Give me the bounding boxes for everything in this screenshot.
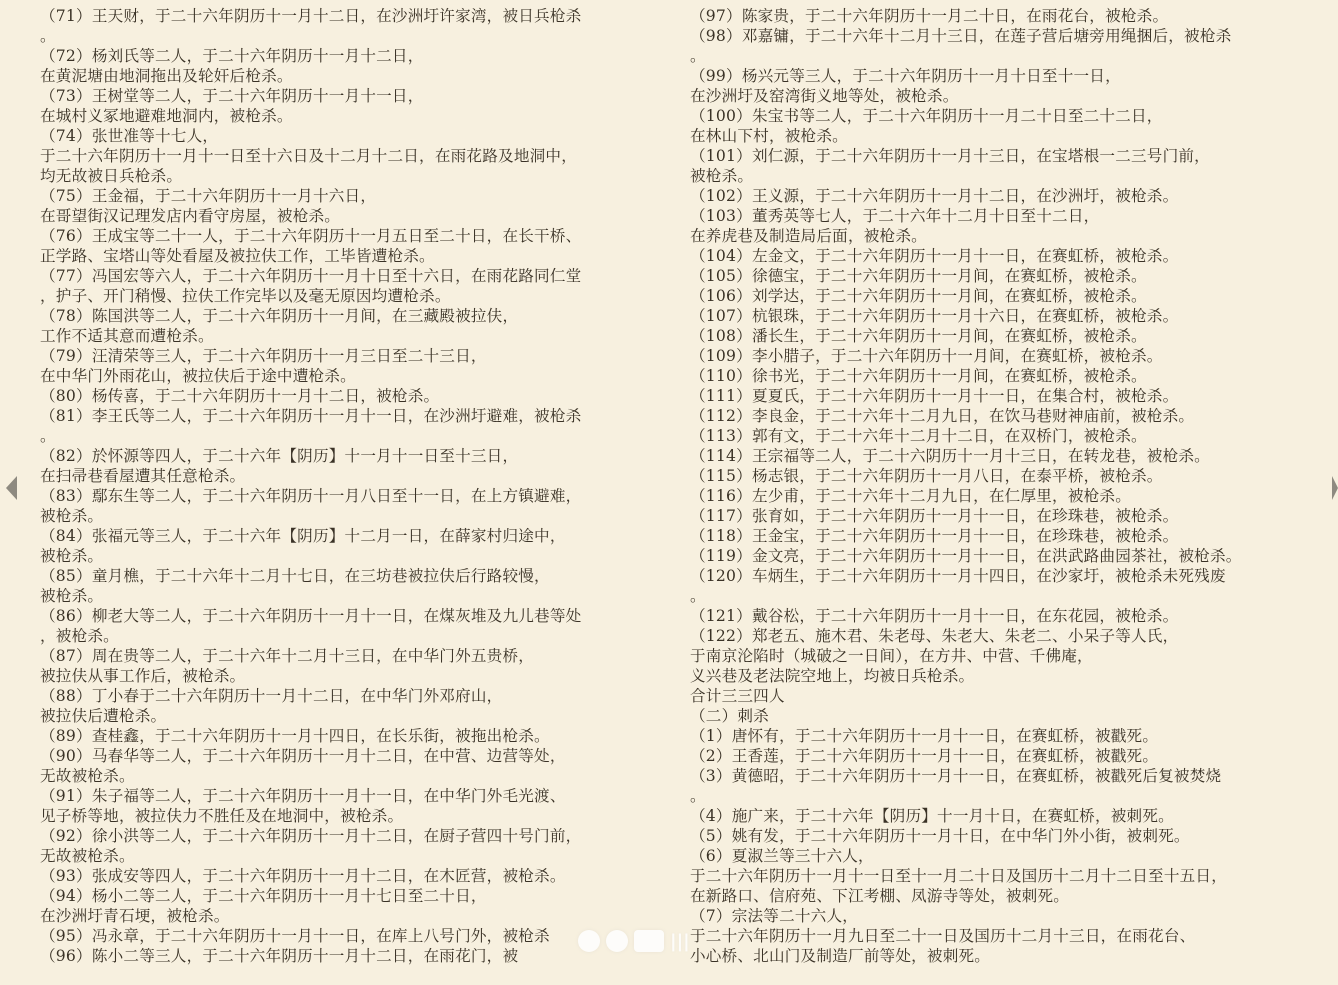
- text-line: 在沙洲圩青石埂，被枪杀。: [40, 907, 230, 925]
- text-line: （78）陈国洪等二人，于二十六年阴历十一月间，在三藏殿被拉伕，: [40, 307, 519, 325]
- text-line: （77）冯国宏等六人，于二十六年阴历十一月十日至十六日，在雨花路同仁堂: [40, 267, 582, 285]
- text-line: 合计三三四人: [690, 687, 785, 705]
- text-line: （100）朱宝书等二人，于二十六年阴历十一月二十日至二十二日，: [690, 107, 1163, 125]
- text-line: （107）杭银珠，于二十六年阴历十一月十六日，在赛虹桥，被枪杀。: [690, 307, 1179, 325]
- text-line: （98）邓嘉镛，于二十六年十二月十三日，在莲子营后塘旁用绳捆后，被枪杀: [690, 27, 1232, 45]
- text-line: （96）陈小二等三人，于二十六年阴历十一月十二日，在雨花门，被: [40, 947, 519, 965]
- text-line: （113）郭有文，于二十六年十二月十二日，在双桥门，被枪杀。: [690, 427, 1147, 445]
- text-line: 。: [690, 47, 706, 65]
- text-line: （83）鄢东生等二人，于二十六年阴历十一月八日至十一日，在上方镇避难，: [40, 487, 582, 505]
- text-line: 小心桥、北山门及制造厂前等处，被刺死。: [690, 947, 991, 965]
- text-line: （101）刘仁源，于二十六年阴历十一月十三日，在宝塔根一二三号门前，: [690, 147, 1210, 165]
- text-line: （74）张世准等十七人，: [40, 127, 219, 145]
- text-line: （93）张成安等四人，于二十六年阴历十一月十二日，在木匠营，被枪杀。: [40, 867, 566, 885]
- text-line: （102）王义源，于二十六年阴历十一月十二日，在沙洲圩，被枪杀。: [690, 187, 1179, 205]
- text-line: （81）李王氏等二人，于二十六年阴历十一月十一日，在沙洲圩避难，被枪杀: [40, 407, 582, 425]
- watermark-bar-icon: [634, 930, 664, 952]
- right-page-column: [690, 6, 1320, 985]
- text-line: （73）王树堂等二人，于二十六年阴历十一月十一日，: [40, 87, 424, 105]
- text-line: （120）车炳生，于二十六年阴历十一月十四日，在沙家圩，被枪杀未死残废: [690, 567, 1226, 585]
- text-line: 。: [40, 27, 56, 45]
- text-line: （72）杨刘氏等二人，于二十六年阴历十一月十二日，: [40, 47, 424, 65]
- text-line: 在新路口、信府苑、下江考棚、凤游寺等处，被刺死。: [690, 887, 1070, 905]
- text-line: 被枪杀。: [40, 547, 104, 565]
- text-line: （84）张福元等三人，于二十六年【阴历】十二月一日，在薛家村归途中，: [40, 527, 566, 545]
- text-line: 在中华门外雨花山，被拉伕后于途中遭枪杀。: [40, 367, 356, 385]
- text-line: （76）王成宝等二十一人，于二十六年阴历十一月五日至二十日，在长干桥、: [40, 227, 582, 245]
- text-line: （92）徐小洪等二人，于二十六年阴历十一月十二日，在厨子营四十号门前，: [40, 827, 582, 845]
- text-line: （108）潘长生，于二十六年阴历十一月间，在赛虹桥，被枪杀。: [690, 327, 1147, 345]
- text-line: （86）柳老大等二人，于二十六年阴历十一月十一日，在煤灰堆及九儿巷等处: [40, 607, 582, 625]
- text-line: （71）王天财，于二十六年阴历十一月十二日，在沙洲圩许家湾，被日兵枪杀: [40, 7, 582, 25]
- text-line: 在城村义冢地避难地洞内，被枪杀。: [40, 107, 293, 125]
- text-line: （94）杨小二等二人，于二十六年阴历十一月十七日至二十日，: [40, 887, 487, 905]
- watermark-text: |||: [670, 930, 690, 952]
- text-line: （99）杨兴元等三人，于二十六年阴历十一月十日至十一日，: [690, 67, 1121, 85]
- text-line: （2）王香莲，于二十六年阴历十一月十一日，在赛虹桥，被戳死。: [690, 747, 1159, 765]
- text-line: （82）於怀源等四人，于二十六年【阴历】十一月十一日至十三日，: [40, 447, 519, 465]
- text-line: 在哥望街汉记理发店内看守房屋，被枪杀。: [40, 207, 341, 225]
- text-line: （119）金文亮，于二十六年阴历十一月十一日，在洪武路曲园茶社，被枪杀。: [690, 547, 1242, 565]
- text-line: 均无故被日兵枪杀。: [40, 167, 183, 185]
- text-line: （79）汪清荣等三人，于二十六年阴历十一月三日至二十三日，: [40, 347, 487, 365]
- text-line: （95）冯永章，于二十六年阴历十一月十一日，在库上八号门外，被枪杀: [40, 927, 550, 945]
- text-line: 被拉伕从事工作后，被枪杀。: [40, 667, 246, 685]
- text-line: （112）李良金，于二十六年十二月九日，在饮马巷财神庙前，被枪杀。: [690, 407, 1195, 425]
- text-line: （115）杨志银，于二十六年阴历十一月八日，在泰平桥，被枪杀。: [690, 467, 1163, 485]
- text-line: （1）唐怀有，于二十六年阴历十一月十一日，在赛虹桥，被戳死。: [690, 727, 1159, 745]
- text-line: 在扫帚巷看屋遭其任意枪杀。: [40, 467, 246, 485]
- text-line: （89）查桂鑫，于二十六年阴历十一月十四日，在长乐街，被拖出枪杀。: [40, 727, 550, 745]
- text-line: ，护子、开门稍慢、拉伕工作完毕以及毫无原因均遭枪杀。: [40, 287, 451, 305]
- text-line: 义兴巷及老法院空地上，均被日兵枪杀。: [690, 667, 975, 685]
- text-line: 工作不适其意而遭枪杀。: [40, 327, 214, 345]
- text-line: （85）童月樵，于二十六年十二月十七日，在三坊巷被拉伕后行路较慢，: [40, 567, 550, 585]
- text-line: 见子桥等地，被拉伕力不胜任及在地洞中，被枪杀。: [40, 807, 404, 825]
- text-line: （7）宗法等二十六人，: [690, 907, 859, 925]
- text-line: （109）李小腊子，于二十六年阴历十一月间，在赛虹桥，被枪杀。: [690, 347, 1163, 365]
- text-line: （88）丁小春于二十六年阴历十一月十二日，在中华门外邓府山，: [40, 687, 503, 705]
- text-line: 正学路、宝塔山等处看屋及被拉伕工作，工毕皆遭枪杀。: [40, 247, 435, 265]
- text-line: （91）朱子福等二人，于二十六年阴历十一月十一日，在中华门外毛光渡、: [40, 787, 566, 805]
- text-line: 于二十六年阴历十一月十一日至十六日及十二月十二日，在雨花路及地洞中，: [40, 147, 577, 165]
- text-line: （75）王金福，于二十六年阴历十一月十六日，: [40, 187, 377, 205]
- text-line: （122）郑老五、施木君、朱老母、朱老大、朱老二、小呆子等人氏，: [690, 627, 1179, 645]
- text-line: （90）马春华等二人，于二十六年阴历十一月十二日，在中营、边营等处，: [40, 747, 566, 765]
- text-line: 被拉伕后遭枪杀。: [40, 707, 167, 725]
- text-line: 无故被枪杀。: [40, 767, 135, 785]
- text-line: （106）刘学达，于二十六年阴历十一月间，在赛虹桥，被枪杀。: [690, 287, 1147, 305]
- text-line: （5）姚有发，于二十六年阴历十一月十日，在中华门外小街，被刺死。: [690, 827, 1190, 845]
- text-line: 无故被枪杀。: [40, 847, 135, 865]
- text-line: 在沙洲圩及窑湾街义地等处，被枪杀。: [690, 87, 959, 105]
- text-line: （103）董秀英等七人，于二十六年十二月十日至十二日，: [690, 207, 1100, 225]
- text-line: 。: [40, 427, 56, 445]
- text-line: 于二十六年阴历十一月十一日至十一月二十日及国历十二月十二日至十五日，: [690, 867, 1227, 885]
- watermark-dot-icon: [606, 930, 628, 952]
- text-line: （116）左少甫，于二十六年十二月九日，在仁厚里，被枪杀。: [690, 487, 1132, 505]
- text-line: 被枪杀。: [40, 507, 104, 525]
- text-line: 。: [690, 787, 706, 805]
- text-line: （104）左金文，于二十六年阴历十一月十一日，在赛虹桥，被枪杀。: [690, 247, 1179, 265]
- text-line: （6）夏淑兰等三十六人，: [690, 847, 874, 865]
- chevron-right-icon[interactable]: [1332, 476, 1338, 500]
- text-line: （105）徐德宝，于二十六年阴历十一月间，在赛虹桥，被枪杀。: [690, 267, 1147, 285]
- text-line: 在林山下村，被枪杀。: [690, 127, 848, 145]
- text-line: （二）刺杀: [690, 707, 769, 725]
- text-line: 在黄泥塘由地洞拖出及轮奸后枪杀。: [40, 67, 293, 85]
- text-line: ，被枪杀。: [40, 627, 119, 645]
- text-line: （4）施广来，于二十六年【阴历】十一月十日，在赛虹桥，被刺死。: [690, 807, 1174, 825]
- text-line: （97）陈家贵，于二十六年阴历十一月二十日，在雨花台，被枪杀。: [690, 7, 1169, 25]
- text-line: 被枪杀。: [40, 587, 104, 605]
- text-line: 。: [690, 587, 706, 605]
- text-line: 于二十六年阴历十一月九日至二十一日及国历十二月十三日，在雨花台、: [690, 927, 1196, 945]
- text-line: （121）戴谷松，于二十六年阴历十一月十一日，在东花园，被枪杀。: [690, 607, 1179, 625]
- text-line: 在养虎巷及制造局后面，被枪杀。: [690, 227, 927, 245]
- text-line: （118）王金宝，于二十六年阴历十一月十一日，在珍珠巷，被枪杀。: [690, 527, 1179, 545]
- watermark-dot-icon: [578, 930, 600, 952]
- left-page-column: [40, 6, 665, 985]
- text-line: 于南京沦陷时（城破之一日间），在方井、中营、千佛庵，: [690, 647, 1093, 665]
- text-line: 被枪杀。: [690, 167, 754, 185]
- text-line: （80）杨传喜，于二十六年阴历十一月十二日，被枪杀。: [40, 387, 440, 405]
- text-line: （117）张育如，于二十六年阴历十一月十一日，在珍珠巷，被枪杀。: [690, 507, 1179, 525]
- watermark-logo: [578, 930, 690, 952]
- text-line: （3）黄德昭，于二十六年阴历十一月十一日，在赛虹桥，被戳死后复被焚烧: [690, 767, 1222, 785]
- text-line: （87）周在贵等二人，于二十六年十二月十三日，在中华门外五贵桥，: [40, 647, 535, 665]
- text-line: （110）徐书光，于二十六年阴历十一月间，在赛虹桥，被枪杀。: [690, 367, 1147, 385]
- text-line: （111）夏夏氏，于二十六年阴历十一月十一日，在集合村，被枪杀。: [690, 387, 1179, 405]
- chevron-left-icon[interactable]: [6, 476, 17, 500]
- text-line: （114）王宗福等二人，于二十六阴历十一月十三日，在转龙巷，被枪杀。: [690, 447, 1210, 465]
